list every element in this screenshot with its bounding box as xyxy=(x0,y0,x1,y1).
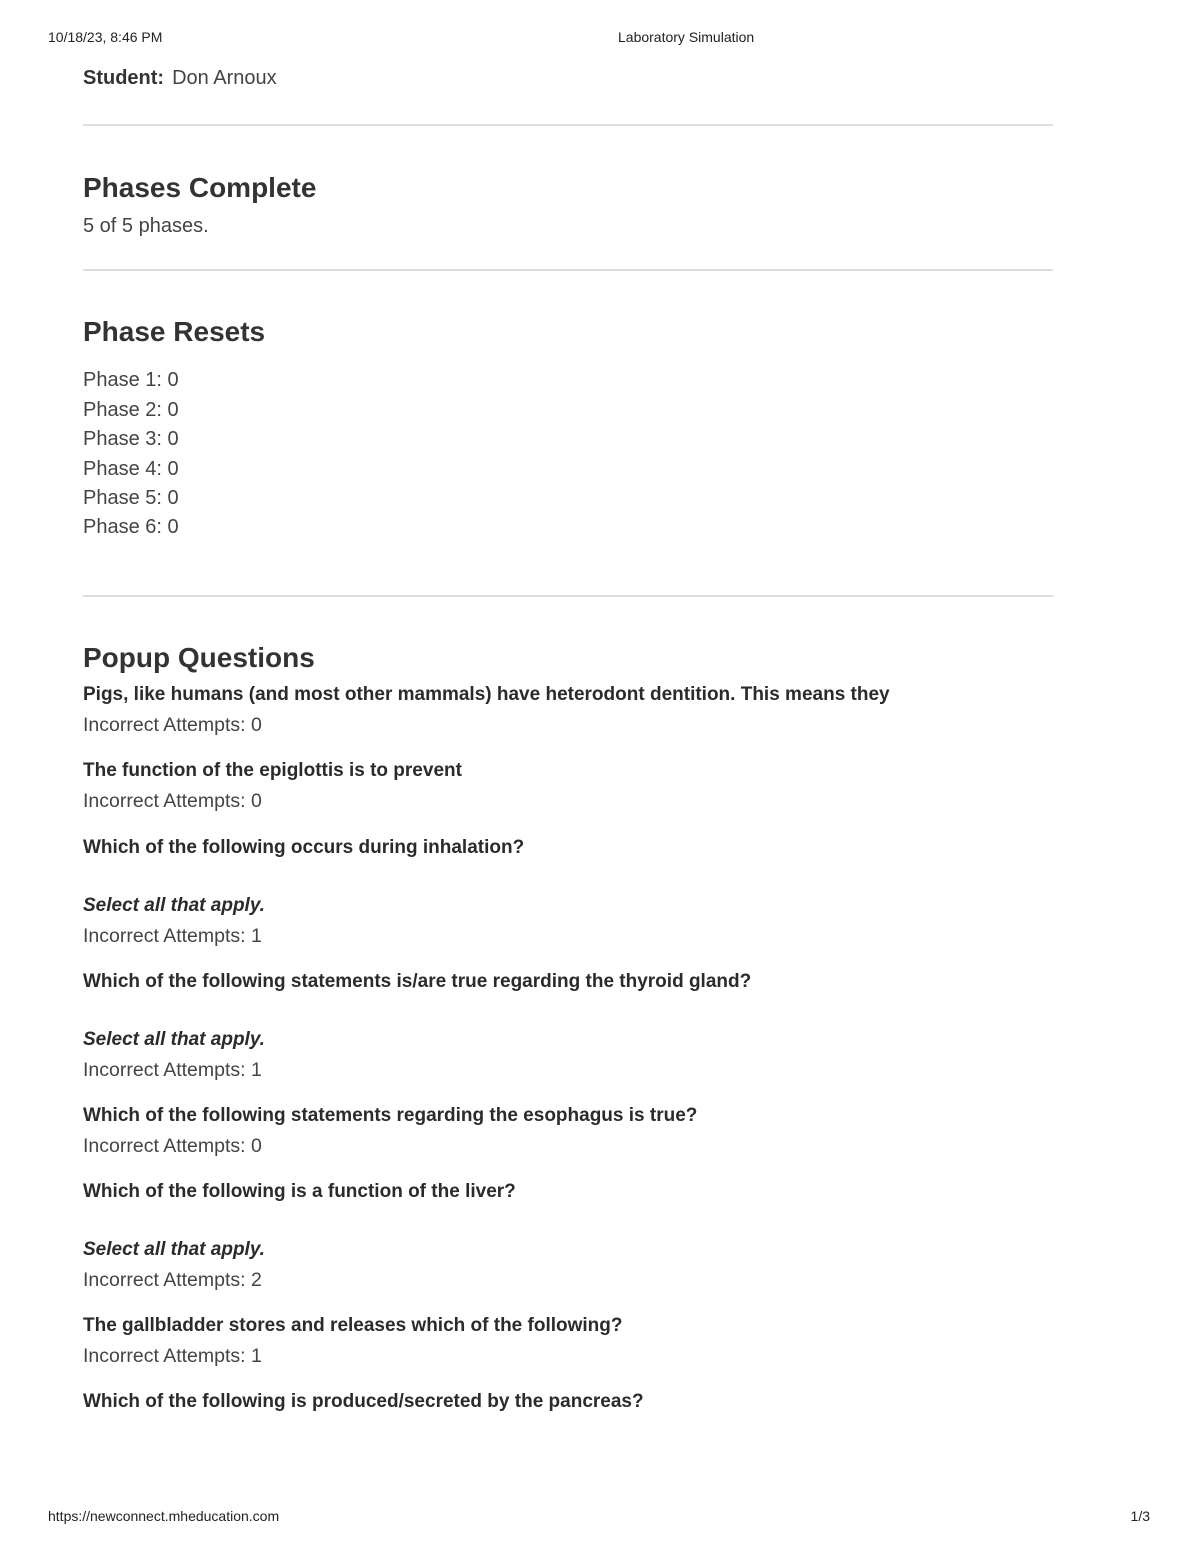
phase-resets-list xyxy=(83,366,1053,542)
incorrect-attempts: Incorrect Attempts: 1 xyxy=(83,1344,262,1367)
phase-reset-item: Phase 5: 0 xyxy=(83,487,179,510)
incorrect-attempts: Incorrect Attempts: 0 xyxy=(83,1134,262,1157)
question-text: The function of the epiglottis is to prevent xyxy=(83,759,462,781)
question-item xyxy=(83,1311,1053,1371)
student-line xyxy=(83,64,1053,92)
question-text: Which of the following statements regarding the esophagus is true? xyxy=(83,1104,698,1126)
divider xyxy=(83,269,1053,271)
student-name: Don Arnoux xyxy=(172,67,277,89)
question-text: Pigs, like humans (and most other mammals) have heterodont dentition. This means they xyxy=(83,683,890,705)
incorrect-attempts: Incorrect Attempts: 1 xyxy=(83,924,262,947)
popup-questions-title: Popup Questions xyxy=(83,641,315,673)
phase-reset-item: Phase 2: 0 xyxy=(83,398,179,421)
question-item xyxy=(83,1101,1053,1161)
phases-complete-text: 5 of 5 phases. xyxy=(83,215,209,237)
question-item xyxy=(83,1387,1053,1417)
divider xyxy=(83,595,1053,597)
question-item xyxy=(83,756,1053,816)
phase-reset-item: Phase 4: 0 xyxy=(83,457,179,480)
question-text: Which of the following occurs during inhalation? xyxy=(83,836,525,858)
print-datetime: 10/18/23, 8:46 PM xyxy=(48,29,163,45)
question-text: Which of the following is a function of the liver? xyxy=(83,1180,516,1202)
question-item xyxy=(83,833,1053,951)
incorrect-attempts: Incorrect Attempts: 0 xyxy=(83,713,262,736)
divider xyxy=(83,124,1053,126)
print-url: https://newconnect.mheducation.com xyxy=(48,1508,280,1524)
print-page-number: 1/3 xyxy=(1130,1508,1150,1524)
incorrect-attempts: Incorrect Attempts: 1 xyxy=(83,1058,262,1081)
incorrect-attempts: Incorrect Attempts: 2 xyxy=(83,1268,262,1291)
phases-complete-section xyxy=(83,170,1053,241)
phase-reset-item: Phase 1: 0 xyxy=(83,369,179,392)
student-label: Student: xyxy=(83,67,165,89)
question-item xyxy=(83,1177,1053,1295)
question-text: The gallbladder stores and releases which of the following? xyxy=(83,1314,623,1336)
print-page-title: Laboratory Simulation xyxy=(618,29,755,45)
phase-resets-title: Phase Resets xyxy=(83,316,266,348)
phase-reset-item: Phase 6: 0 xyxy=(83,516,179,539)
phase-resets-section xyxy=(83,314,1053,542)
question-text: Which of the following statements is/are true regarding the thyroid gland? xyxy=(83,970,752,992)
question-text: Which of the following is produced/secreted by the pancreas? xyxy=(83,1390,644,1412)
incorrect-attempts: Incorrect Attempts: 0 xyxy=(83,789,262,812)
question-item xyxy=(83,680,1053,740)
question-note: Select all that apply. xyxy=(83,1238,265,1260)
phases-complete-title: Phases Complete xyxy=(83,172,317,203)
popup-questions-section xyxy=(83,640,1053,1417)
question-note: Select all that apply. xyxy=(83,894,265,916)
question-note: Select all that apply. xyxy=(83,1028,265,1050)
question-item xyxy=(83,967,1053,1085)
phase-reset-item: Phase 3: 0 xyxy=(83,428,179,451)
report-content xyxy=(83,64,1053,1417)
